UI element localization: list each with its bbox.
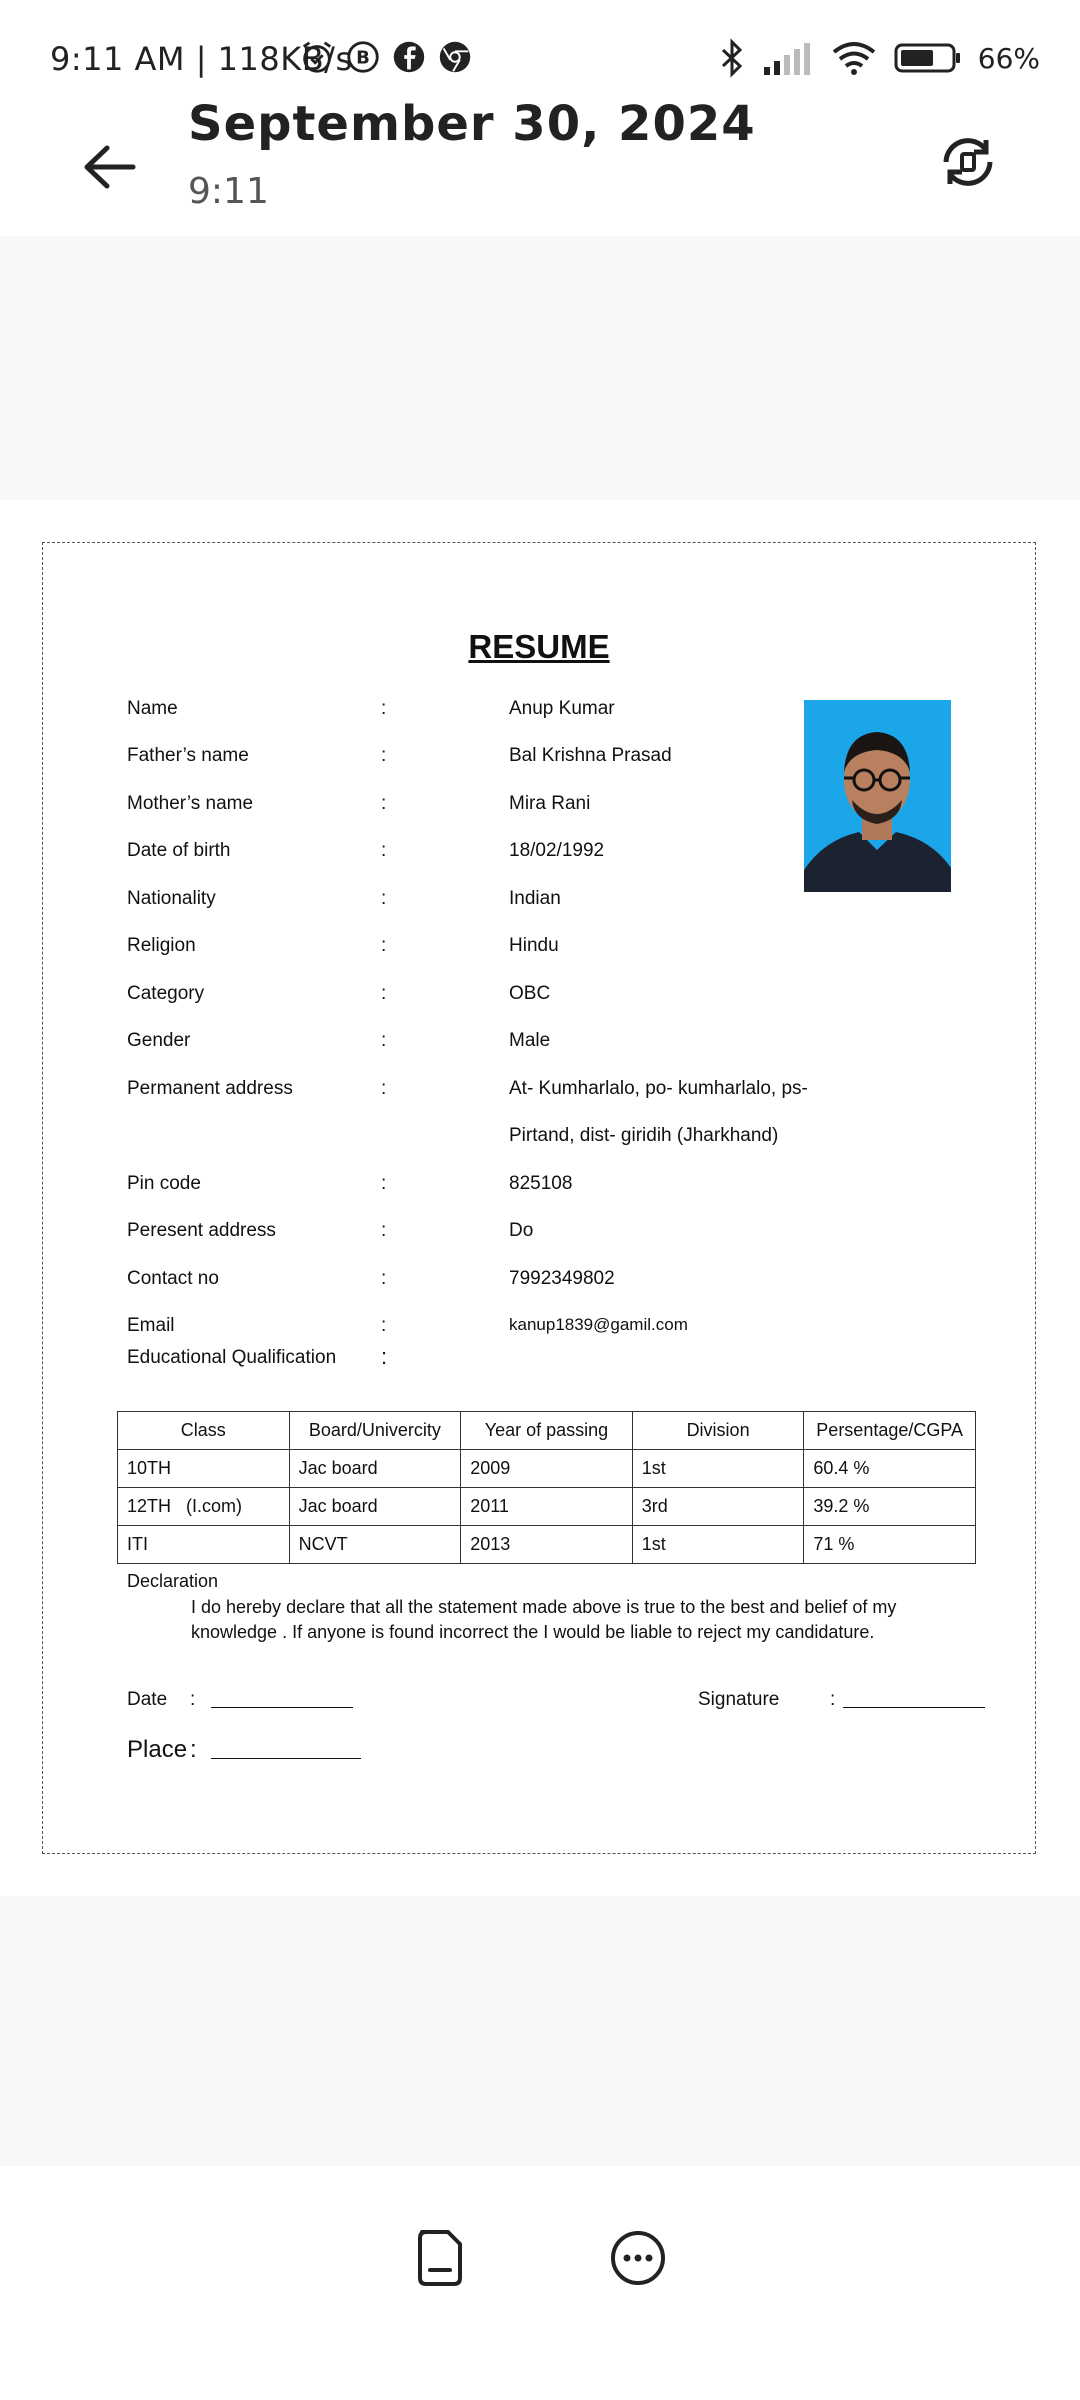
battery-icon — [894, 42, 962, 74]
place-label: Place — [127, 1736, 188, 1763]
field-label: Father’s name — [127, 745, 249, 766]
field-colon: : — [381, 1173, 387, 1194]
field-value: Male — [509, 1030, 551, 1051]
field-label: Peresent address — [127, 1220, 276, 1241]
table-cell: 1st — [632, 1526, 804, 1564]
preview-background-top — [0, 236, 1080, 500]
table-row — [118, 1488, 976, 1526]
field-colon: : — [381, 888, 387, 909]
table-cell: 2013 — [461, 1526, 633, 1564]
field-label: Gender — [127, 1030, 191, 1051]
status-bar — [0, 0, 1080, 110]
signature-colon: : — [830, 1689, 836, 1710]
person-photo-image — [804, 700, 951, 892]
svg-text:B: B — [356, 47, 370, 69]
app-header — [0, 96, 1080, 236]
field-label: Email — [127, 1315, 175, 1336]
signature-label: Signature — [698, 1689, 780, 1710]
table-row — [118, 1450, 976, 1488]
resume-title: RESUME — [468, 628, 610, 665]
field-label: Educational Qualification — [127, 1347, 337, 1368]
field-colon: : — [381, 793, 387, 814]
b-app-icon — [344, 38, 382, 76]
field-label: Mother’s name — [127, 793, 254, 814]
table-cell: 39.2 % — [804, 1488, 976, 1526]
field-colon: : — [381, 745, 387, 766]
field-label: Nationality — [127, 888, 216, 909]
field-label: Pin code — [127, 1173, 201, 1194]
field-label: Religion — [127, 935, 196, 956]
field-label: Name — [127, 698, 178, 719]
table-header: Board/Univercity — [289, 1412, 461, 1450]
document-viewer[interactable] — [0, 500, 1080, 1896]
system-icons — [718, 38, 1040, 78]
field-label: Date of birth — [127, 840, 231, 861]
network-speed: 118KB/s — [217, 40, 353, 78]
signal-icon — [762, 41, 814, 75]
table-header-row — [118, 1412, 976, 1450]
field-value: Pirtand, dist- giridih (Jharkhand) — [509, 1125, 779, 1146]
declaration-title: Declaration — [127, 1571, 219, 1591]
chrome-icon — [436, 38, 474, 76]
field-label: Category — [127, 983, 205, 1004]
more-icon[interactable] — [606, 2226, 670, 2290]
preview-background-bottom — [0, 1896, 1080, 2166]
place-line — [211, 1736, 361, 1759]
page-title: September 30, 2024 — [188, 96, 756, 152]
wifi-icon — [830, 40, 878, 76]
field-value: OBC — [509, 983, 551, 1004]
table-cell: 3rd — [632, 1488, 804, 1526]
separator: | — [195, 40, 218, 78]
date-colon: : — [190, 1689, 196, 1710]
resume-page — [42, 542, 1036, 1854]
profile-photo — [804, 700, 951, 892]
field-value: Hindu — [509, 935, 559, 956]
table-cell: Jac board — [289, 1488, 461, 1526]
field-colon: : — [381, 1315, 387, 1336]
table-header: Persentage/CGPA — [804, 1412, 976, 1450]
field-value: 825108 — [509, 1173, 573, 1194]
clock: 9:11 AM — [50, 40, 186, 78]
table-cell: 60.4 % — [804, 1450, 976, 1488]
rotate-icon[interactable] — [938, 132, 998, 192]
field-colon: : — [381, 1344, 388, 1369]
education-table — [117, 1411, 976, 1564]
field-value: At- Kumharlalo, po- kumharlalo, ps- — [509, 1078, 808, 1099]
date-label: Date — [127, 1689, 168, 1710]
table-cell: Jac board — [289, 1450, 461, 1488]
notification-icons — [298, 38, 474, 76]
table-header: Class — [118, 1412, 290, 1450]
field-colon: : — [381, 840, 387, 861]
field-colon: : — [381, 1078, 387, 1099]
place-colon: : — [190, 1736, 197, 1763]
field-value: 7992349802 — [509, 1268, 615, 1289]
field-value: Bal Krishna Prasad — [509, 745, 672, 766]
table-cell: 71 % — [804, 1526, 976, 1564]
date-line — [211, 1689, 353, 1708]
declaration-text: I do hereby declare that all the statement made above is true to the best and belief of my knowledge . If anyone is found incorrect the I would be liable to reject my candidature. — [191, 1597, 897, 1642]
table-cell: ITI — [118, 1526, 290, 1564]
field-colon: : — [381, 1268, 387, 1289]
page-subtitle: 9:11 — [188, 171, 269, 212]
alarm-icon — [298, 38, 336, 76]
table-row — [118, 1526, 976, 1564]
field-colon: : — [381, 935, 387, 956]
field-value: Indian — [509, 888, 561, 909]
battery-level: 66% — [977, 41, 1040, 75]
facebook-icon — [390, 38, 428, 76]
bottom-toolbar — [0, 2166, 1080, 2400]
signature-line — [843, 1689, 985, 1708]
field-value: 18/02/1992 — [509, 840, 605, 861]
table-cell: 2009 — [461, 1450, 633, 1488]
table-cell: 10TH — [118, 1450, 290, 1488]
field-colon: : — [381, 1030, 387, 1051]
bluetooth-icon — [718, 38, 746, 78]
table-cell: 2011 — [461, 1488, 633, 1526]
table-header: Division — [632, 1412, 804, 1450]
document-icon[interactable] — [408, 2226, 472, 2290]
table-cell: 12TH (I.com) — [118, 1488, 290, 1526]
field-colon: : — [381, 983, 387, 1004]
field-value: Anup Kumar — [509, 698, 615, 719]
table-cell: NCVT — [289, 1526, 461, 1564]
field-value: Do — [509, 1220, 534, 1241]
table-header: Year of passing — [461, 1412, 633, 1450]
field-colon: : — [381, 1220, 387, 1241]
table-cell: 1st — [632, 1450, 804, 1488]
arrow-left-icon[interactable] — [75, 132, 145, 202]
field-value: kanup1839@gamil.com — [509, 1315, 688, 1334]
field-colon: : — [381, 698, 387, 719]
field-label: Contact no — [127, 1268, 219, 1289]
field-value: Mira Rani — [509, 793, 591, 814]
field-label: Permanent address — [127, 1078, 293, 1099]
